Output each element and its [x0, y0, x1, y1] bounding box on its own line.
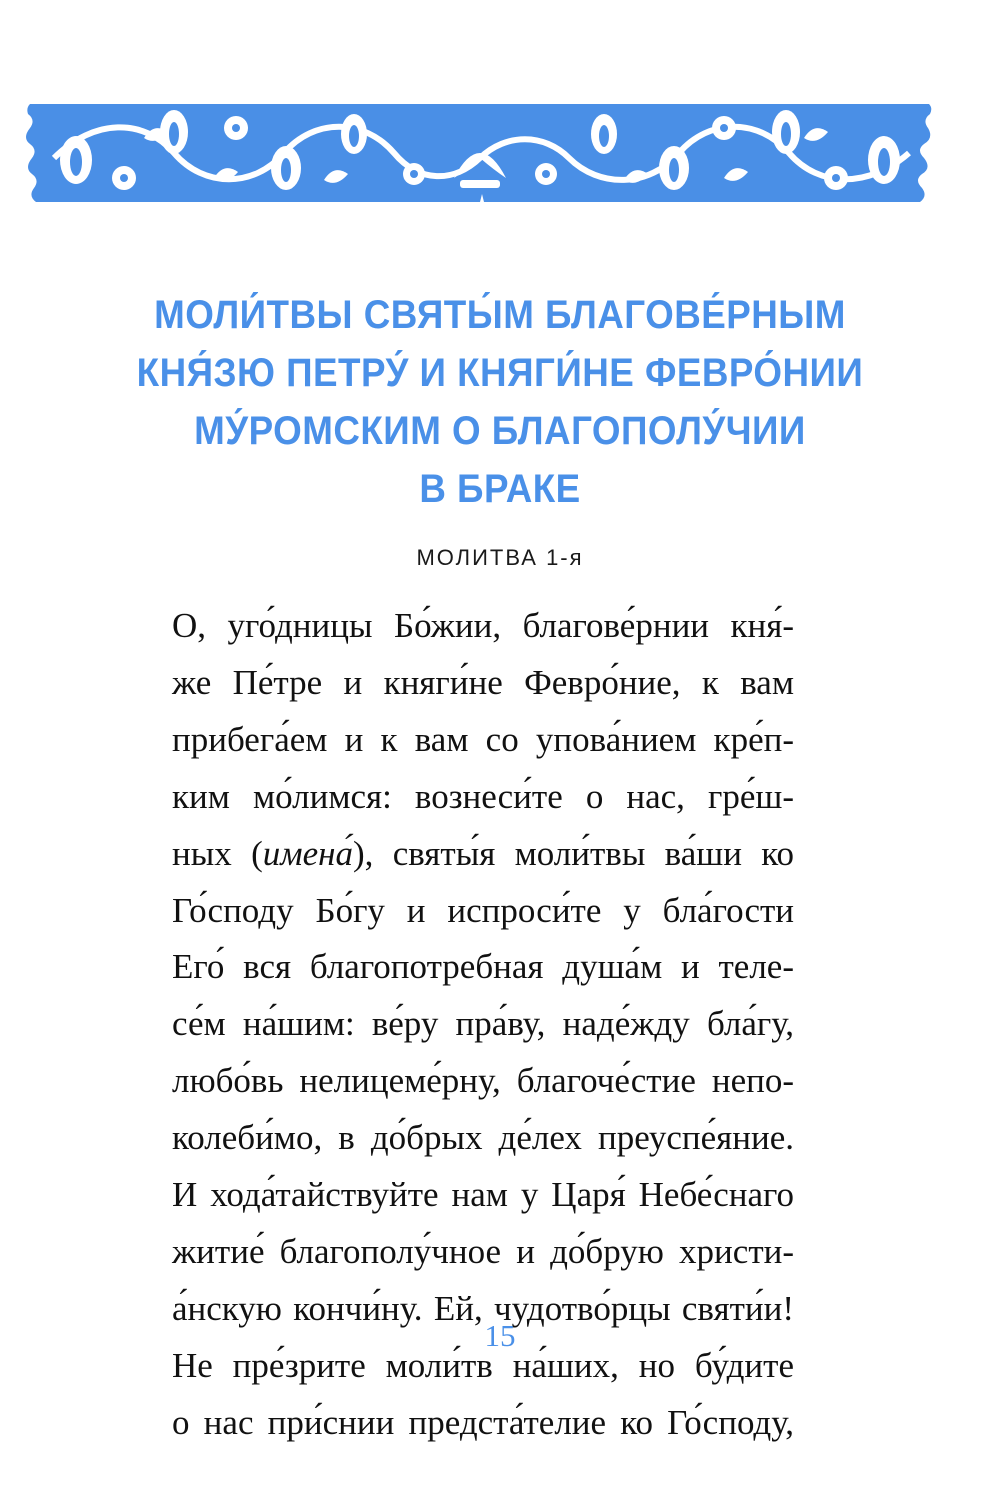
page-number: 15 [484, 1318, 516, 1353]
title-line: КНЯ́ЗЮ ПЕТРУ́ И КНЯГИ́НЕ ФЕВРО́НИИ [136, 351, 864, 395]
body-line: Его́ вся благопотребная душа́м и теле- [172, 947, 794, 987]
body-line: же Пе́тре и княги́не Февро́ние, к вам [172, 662, 794, 702]
title-line: МУ́РОМСКИМ О БЛАГОПОЛУ́ЧИИ [194, 409, 806, 453]
body-line: се́м на́шим: ве́ру пра́ву, наде́жду бла́гу, [172, 1004, 794, 1044]
body-line: колеби́мо, в до́брых де́лех преуспе́яние. [172, 1118, 794, 1158]
body-line: И хода́тайствуйте нам у Царя́ Небе́снаго [172, 1175, 794, 1215]
names-placeholder: имена́ [262, 833, 353, 873]
body-line: житие́ благополу́чное и до́брую христи- [172, 1231, 794, 1271]
body-line-names [172, 826, 794, 883]
body-line: прибега́ем и к вам со упова́нием кре́п- [172, 719, 794, 759]
floral-border-ornament [24, 98, 937, 206]
body-line: Го́споду Бо́гу и испроси́те у бла́гости [172, 890, 794, 930]
title-line: МОЛИ́ТВЫ СВЯТЫ́М БЛАГОВЕ́РНЫМ [154, 293, 846, 337]
body-line: О, уго́дницы Бо́жии, благове́рнии кня́- [172, 606, 794, 645]
body-line: Не пре́зрите моли́тв на́ших, но бу́дите [172, 1345, 794, 1385]
body-line: а́нскую кончи́ну. Ей, чудотво́рцы святи́и! [172, 1288, 794, 1328]
names-after: ), святы́я моли́твы ва́ши ко [352, 833, 794, 873]
prayer-title [40, 286, 960, 518]
body-line: о нас при́снии предста́телие ко Го́споду, [172, 1402, 794, 1442]
title-line: В БРАКЕ [419, 467, 581, 511]
body-line: ким мо́лимся: вознеси́те о нас, гре́ш- [172, 776, 794, 816]
prayer-subtitle: МОЛИТВА 1-я [416, 545, 584, 570]
names-before: ных ( [172, 833, 263, 873]
body-line: любо́вь нелицеме́рну, благоче́стие непо- [172, 1061, 794, 1101]
